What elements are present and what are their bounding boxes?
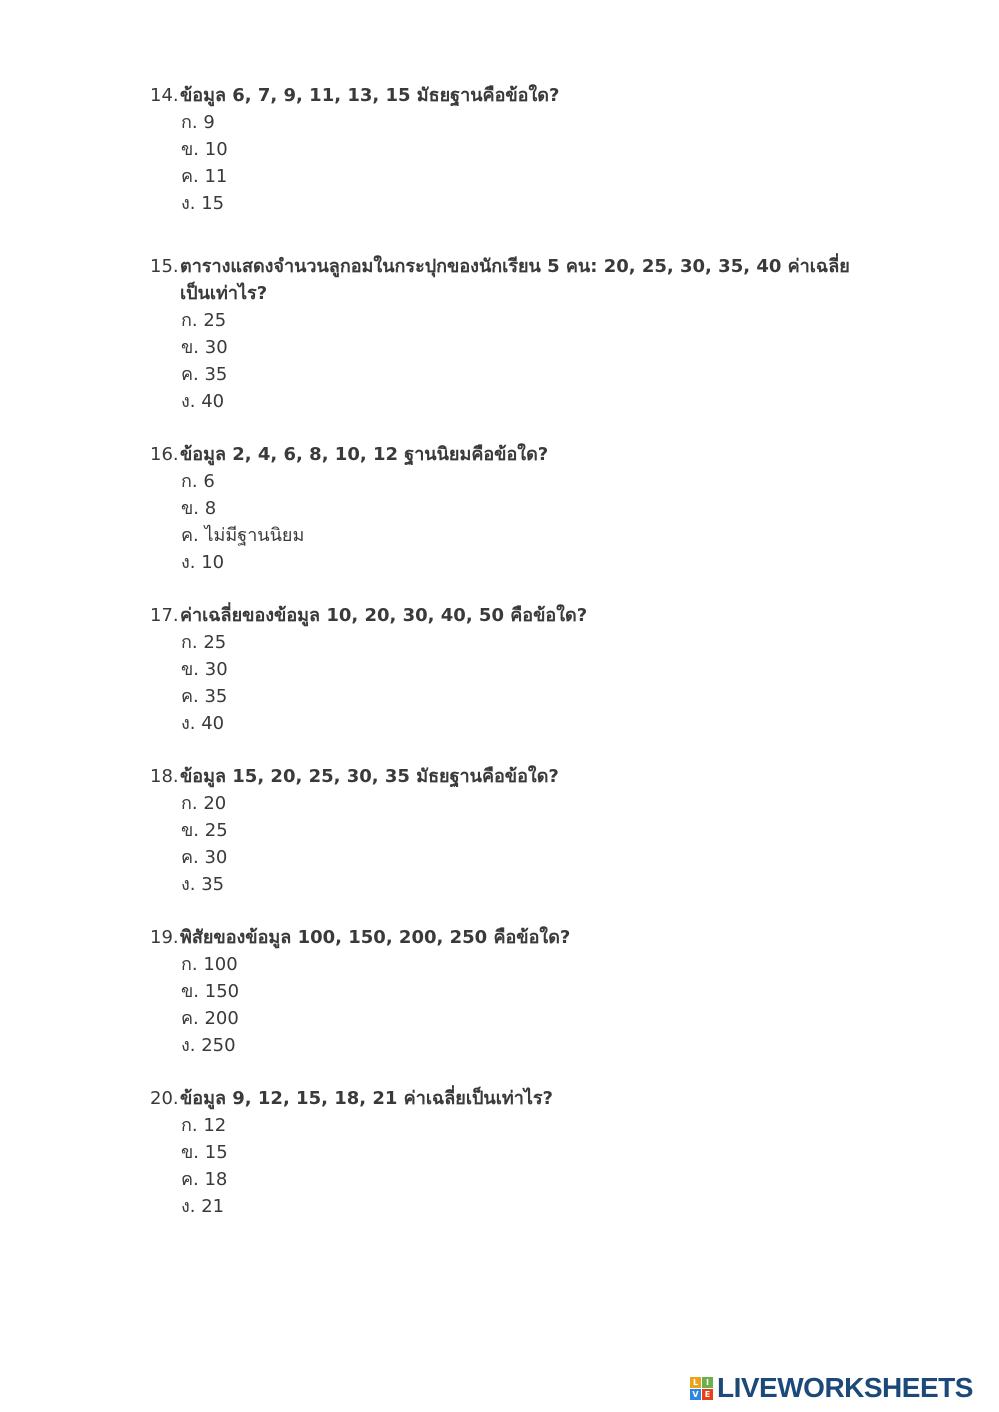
choice-c: ค. 35	[181, 364, 228, 385]
question-14	[150, 82, 870, 217]
choice-c: ค. 18	[181, 1169, 228, 1190]
question-text: พิสัยของข้อมูล 100, 150, 200, 250 คือข้อใด?	[180, 927, 571, 948]
logo-letter-l: L	[690, 1377, 701, 1388]
question-text: ข้อมูล 6, 7, 9, 11, 13, 15 มัธยฐานคือข้อใด?	[180, 85, 560, 106]
live-logo-icon	[690, 1377, 713, 1400]
choice-a: ก. 100	[181, 954, 238, 975]
choice-d: ง. 21	[181, 1196, 225, 1217]
choice-b: ข. 15	[181, 1142, 228, 1163]
choice-c: ค. 200	[181, 1008, 239, 1029]
choice-list	[150, 790, 870, 898]
choice-c: ค. ไม่มีฐานนิยม	[181, 525, 305, 546]
choice-a: ก. 25	[181, 632, 227, 653]
choice-d: ง. 250	[181, 1035, 236, 1056]
choice-c: ค. 30	[181, 847, 228, 868]
choice-a: ก. 6	[181, 471, 215, 492]
logo-letter-v: V	[690, 1389, 701, 1400]
choice-b: ข. 25	[181, 820, 228, 841]
logo-letter-i: I	[702, 1377, 713, 1388]
choice-d: ง. 10	[181, 552, 225, 573]
choice-d: ง. 35	[181, 874, 225, 895]
question-number: 18.	[150, 766, 179, 787]
choice-b: ข. 10	[181, 139, 228, 160]
question-20	[150, 1085, 870, 1220]
choice-c: ค. 35	[181, 686, 228, 707]
question-number: 15.	[150, 256, 179, 277]
choice-list	[150, 109, 870, 217]
choice-list	[150, 468, 870, 576]
choice-d: ง. 40	[181, 713, 225, 734]
question-18	[150, 763, 870, 898]
question-text: ตารางแสดงจำนวนลูกอมในกระปุกของนักเรียน 5 คน: 20, 25, 30, 35, 40 ค่าเฉลี่ยเป็นเท่าไร?	[180, 256, 850, 304]
question-text: ข้อมูล 2, 4, 6, 8, 10, 12 ฐานนิยมคือข้อใด?	[180, 444, 549, 465]
choice-list	[150, 1112, 870, 1220]
choice-b: ข. 150	[181, 981, 240, 1002]
choice-b: ข. 8	[181, 498, 217, 519]
choice-b: ข. 30	[181, 659, 228, 680]
choice-a: ก. 12	[181, 1115, 227, 1136]
choice-list	[150, 629, 870, 737]
question-text: ข้อมูล 9, 12, 15, 18, 21 ค่าเฉลี่ยเป็นเท่าไร?	[180, 1088, 553, 1109]
choice-list	[150, 951, 870, 1059]
choice-d: ง. 15	[181, 193, 225, 214]
question-number: 14.	[150, 85, 179, 106]
choice-list	[150, 307, 870, 415]
question-number: 20.	[150, 1088, 179, 1109]
question-19	[150, 924, 870, 1059]
choice-c: ค. 11	[181, 166, 228, 187]
question-number: 16.	[150, 444, 179, 465]
question-16	[150, 441, 870, 576]
question-17	[150, 602, 870, 737]
choice-d: ง. 40	[181, 391, 225, 412]
question-number: 17.	[150, 605, 179, 626]
liveworksheets-logo	[690, 1372, 973, 1404]
choice-a: ก. 9	[181, 112, 215, 133]
logo-wordmark: LIVEWORKSHEETS	[717, 1372, 973, 1403]
question-15	[150, 253, 870, 415]
question-text: ค่าเฉลี่ยของข้อมูล 10, 20, 30, 40, 50 คือข้อใด?	[180, 605, 588, 626]
choice-a: ก. 20	[181, 793, 227, 814]
choice-a: ก. 25	[181, 310, 227, 331]
logo-letter-e: E	[702, 1389, 713, 1400]
question-number: 19.	[150, 927, 179, 948]
question-text: ข้อมูล 15, 20, 25, 30, 35 มัธยฐานคือข้อใด?	[180, 766, 559, 787]
choice-b: ข. 30	[181, 337, 228, 358]
